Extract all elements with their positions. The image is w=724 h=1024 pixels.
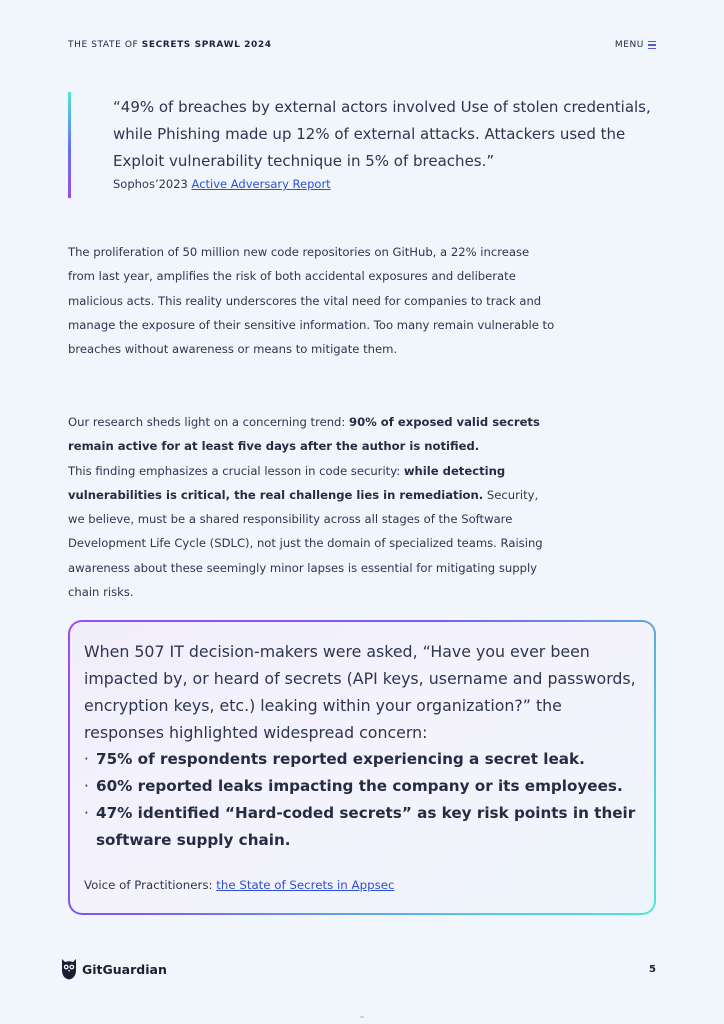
hamburger-icon	[648, 41, 656, 50]
survey-callout-box	[68, 620, 656, 915]
list-item-text: 60% reported leaks impacting the company or its employees.	[96, 777, 623, 795]
list-item-text: 75% of respondents reported experiencing a secret leak.	[96, 750, 585, 768]
list-item	[84, 800, 644, 854]
quote-source-link[interactable]: Active Adversary Report	[191, 177, 331, 191]
page-number: 5	[649, 964, 656, 975]
menu-button[interactable]	[615, 40, 656, 50]
para2-text-e: Security, we believe, must be a shared responsibility across all stages of the Software Development Life Cycle (SDLC), not just the domain of specialized teams. Raising awareness about these seemingly minor lapses is essential for mitigating supply chain risks.	[68, 487, 543, 600]
list-item	[84, 773, 644, 800]
menu-label: MENU	[614, 40, 644, 50]
body-paragraph-1: The proliferation of 50 million new code repositories on GitHub, a 22% increase from last year, amplifies the risk of both accidental exposures and deliberate malicious acts. This reality underscores the vital need for companies to track and manage the exposure of their sensitive information. Too many remain vulnerable to breaches without awareness or means to mitigate them.	[68, 245, 555, 357]
header-title-prefix: THE STATE OF	[68, 40, 142, 50]
callout-source	[84, 878, 394, 892]
bullet-icon: ·	[84, 804, 89, 822]
para2-text-a: Our research sheds light on a concerning trend:	[68, 415, 350, 429]
survey-callout-inner	[70, 622, 654, 913]
quote-source	[113, 177, 331, 191]
body-paragraph-2	[68, 410, 558, 604]
callout-source-prefix: Voice of Practitioners:	[84, 878, 217, 892]
gitguardian-owl-icon	[60, 958, 78, 980]
quote-accent-bar	[68, 92, 71, 198]
document-header-title	[68, 40, 272, 50]
callout-stat-list	[84, 746, 644, 854]
quote-text: “49% of breaches by external actors involved Use of stolen credentials, while Phishing made up 12% of external attacks. Attackers used the Exploit vulnerability technique in 5% of breaches.”	[113, 98, 651, 170]
para2-bold-d: while detecting vulnerabilities is critical, the real challenge lies in remediation.	[68, 463, 506, 502]
callout-intro-text: When 507 IT decision-makers were asked, “Have you ever been impacted by, or heard of secrets (API keys, username and passwords, encryption keys, etc.) leaking within your organization?” the responses highlighted widespread concern:	[84, 642, 636, 742]
quote-source-prefix: Sophos’2023	[113, 177, 192, 191]
bullet-icon: ·	[84, 750, 89, 768]
callout-source-link[interactable]: the State of Secrets in Appsec	[216, 878, 395, 892]
pull-quote	[68, 92, 668, 198]
para2-bold-b: 90% of exposed valid secrets remain active for at least five days after the author is notified.	[68, 415, 540, 454]
page-marker	[360, 1016, 364, 1018]
header-title-bold: SECRETS SPRAWL 2024	[141, 40, 272, 50]
list-item	[84, 746, 644, 773]
list-item-text: 47% identified “Hard-coded secrets” as key risk points in their software supply chain.	[96, 804, 636, 849]
gitguardian-logo[interactable]	[60, 958, 167, 980]
para2-text-c: This finding emphasizes a crucial lesson in code security:	[68, 463, 404, 478]
bullet-icon: ·	[84, 777, 89, 795]
logo-text: GitGuardian	[82, 961, 167, 977]
